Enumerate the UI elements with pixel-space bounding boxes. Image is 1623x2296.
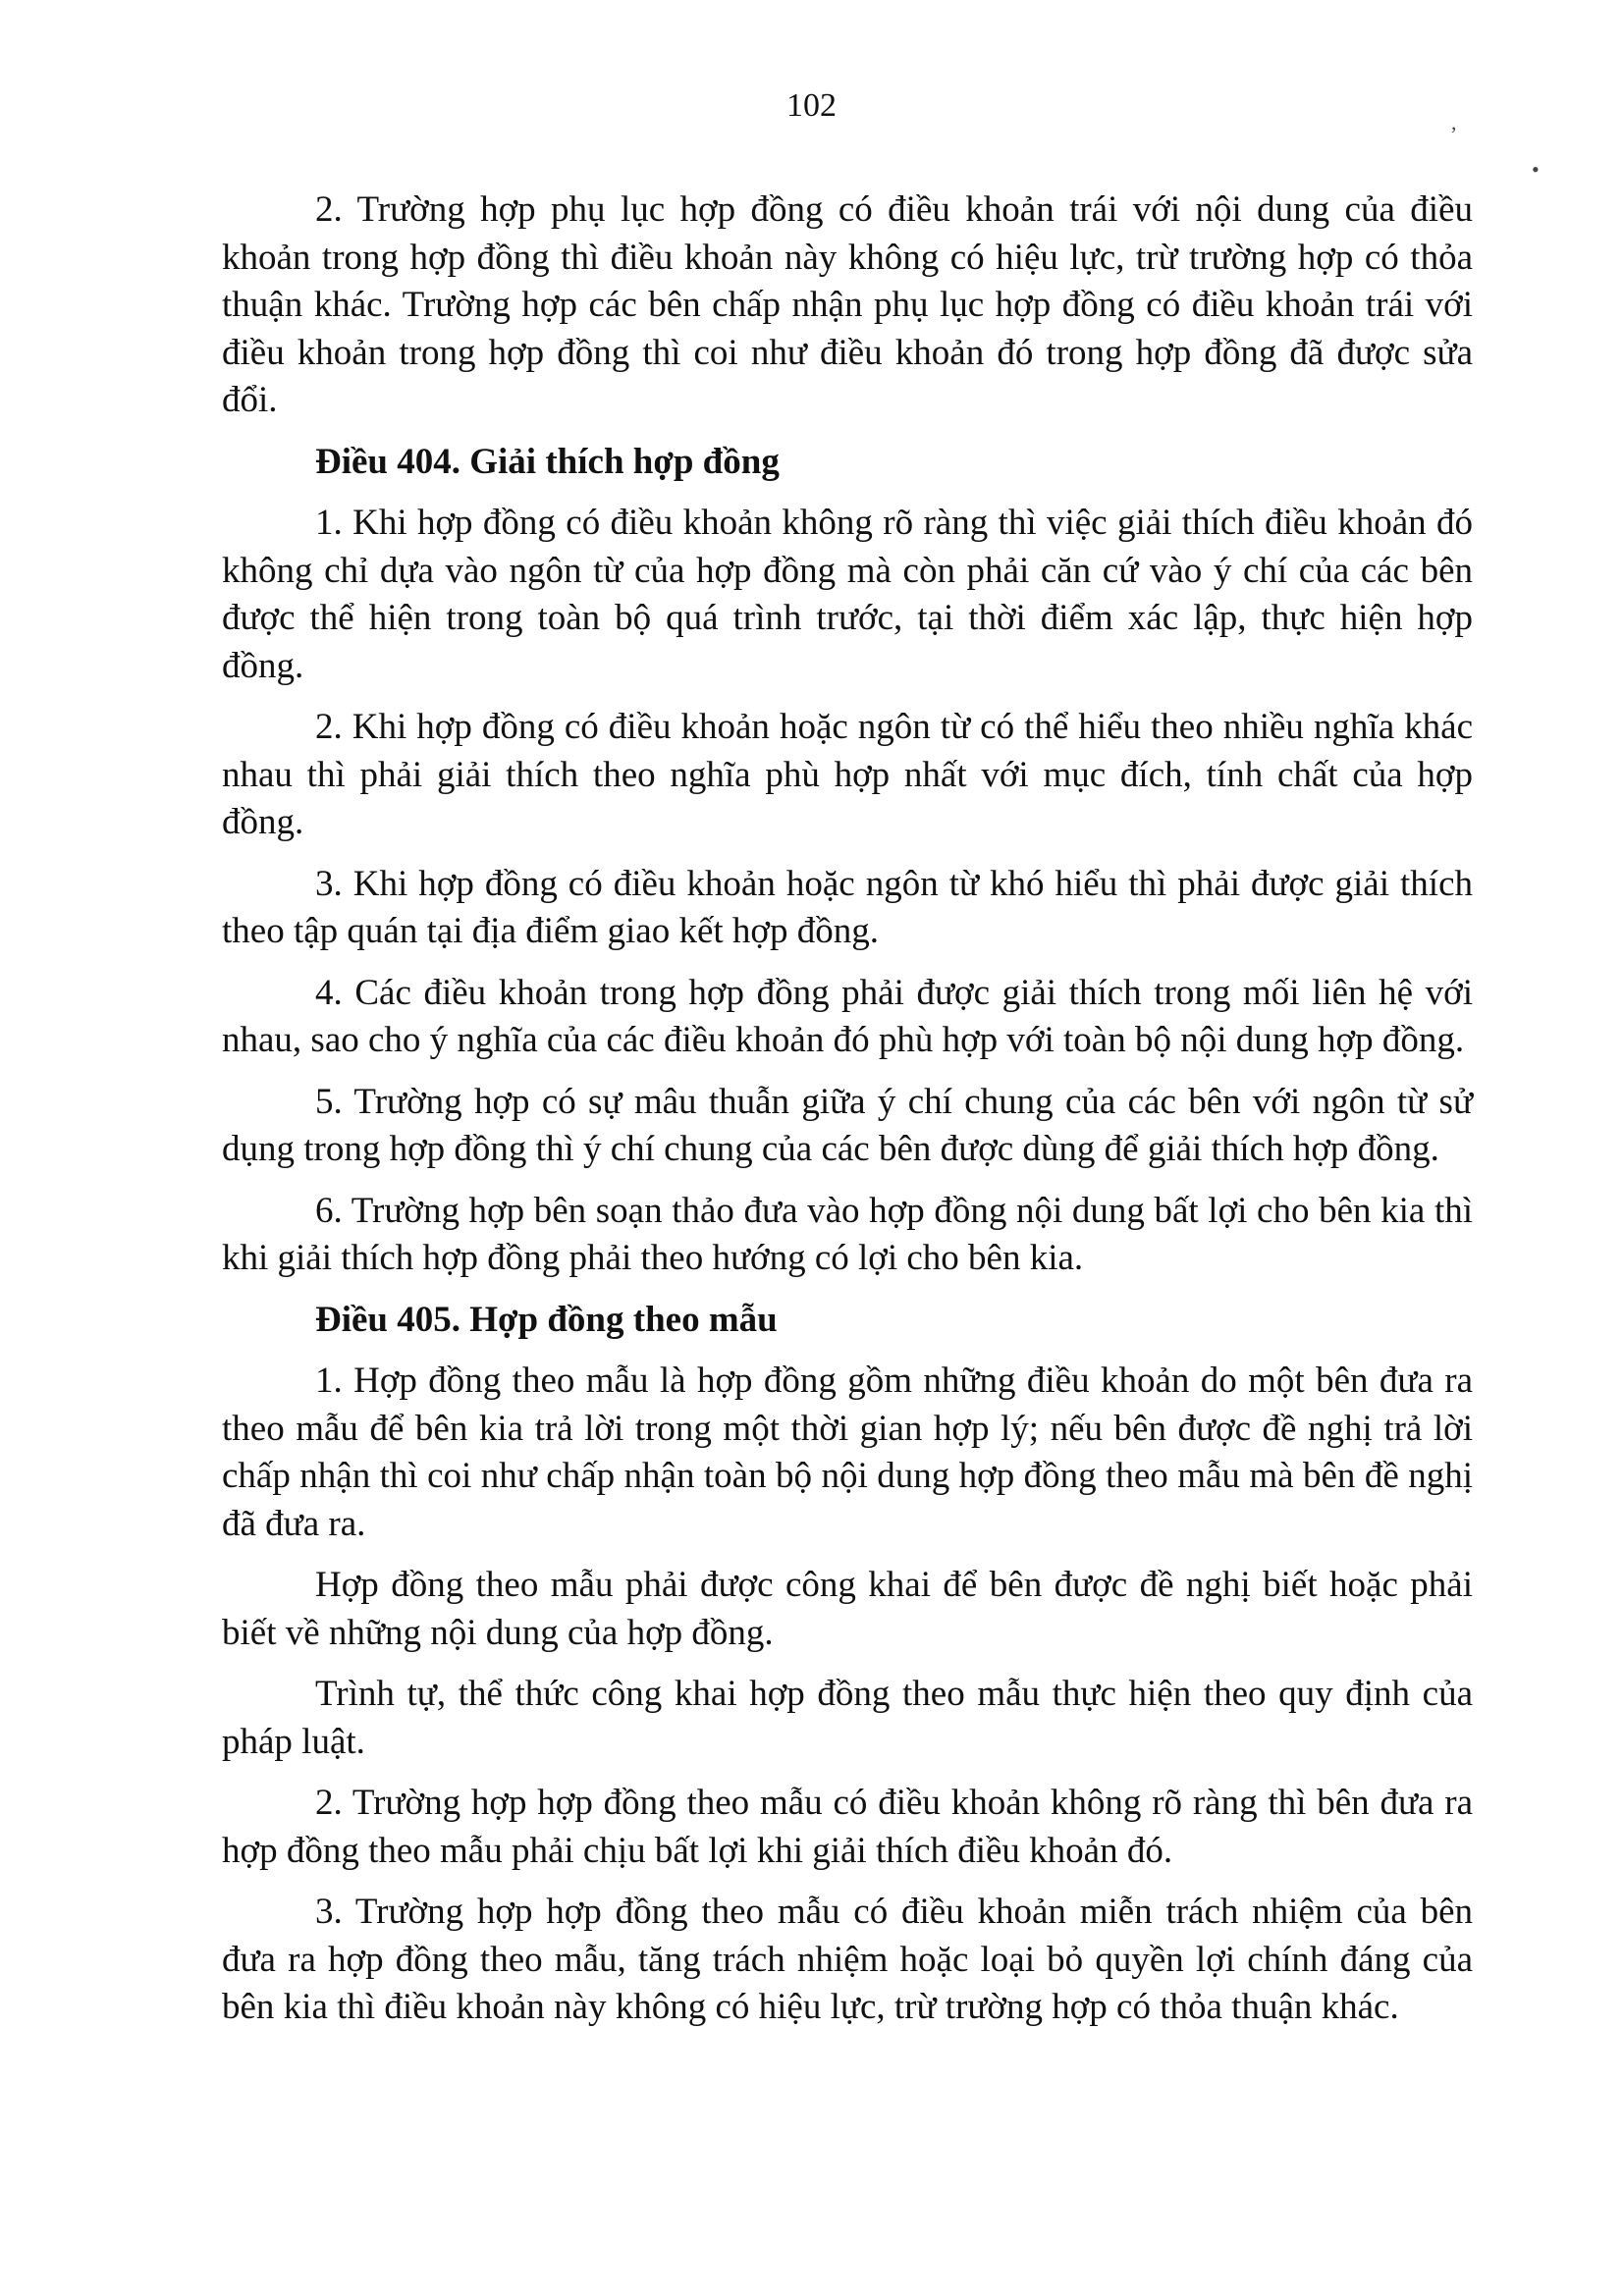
paragraph-404-1: 1. Khi hợp đồng có điều khoản không rõ ràng thì việc giải thích điều khoản đó không chỉ dựa vào ngôn từ của hợp đồng mà còn phải căn cứ vào ý chí của các bên được thể hiện trong toàn bộ quá trình trước, tại thời điểm xác lập, thực hiện hợp đồng. (222, 503, 1473, 686)
paragraph-405-3: 3. Trường hợp hợp đồng theo mẫu có điều khoản miễn trách nhiệm của bên đưa ra hợp đồng theo mẫu, tăng trách nhiệm hoặc loại bỏ quyền lợi chính đáng của bên kia thì điều khoản này không có hiệu lực, trừ trường hợp có thỏa thuận khác. (222, 1892, 1473, 2027)
paragraph-405-1-procedure: Trình tự, thể thức công khai hợp đồng theo mẫu thực hiện theo quy định của pháp luật. (222, 1674, 1473, 1762)
heading-dieu-404: Điều 404. Giải thích hợp đồng (315, 441, 780, 482)
paragraph-404-3: 3. Khi hợp đồng có điều khoản hoặc ngôn từ khó hiểu thì phải được giải thích theo tập quán tại địa điểm giao kết hợp đồng. (222, 863, 1473, 951)
scan-speck: • (1532, 157, 1540, 182)
scan-speck: , (1451, 110, 1457, 134)
paragraph-405-1-public: Hợp đồng theo mẫu phải được công khai để bên được đề nghị biết hoặc phải biết về những nội dung của hợp đồng. (222, 1565, 1473, 1653)
paragraph-404-2: 2. Khi hợp đồng có điều khoản hoặc ngôn từ có thể hiểu theo nhiều nghĩa khác nhau thì phải giải thích theo nghĩa phù hợp nhất với mục đích, tính chất của hợp đồng. (222, 707, 1473, 842)
heading-dieu-405: Điều 405. Hợp đồng theo mẫu (315, 1299, 778, 1340)
page-body (222, 187, 1473, 2046)
paragraph-405-1: 1. Hợp đồng theo mẫu là hợp đồng gồm những điều khoản do một bên đưa ra theo mẫu để bên kia trả lời trong một thời gian hợp lý; nếu bên được đề nghị trả lời chấp nhận thì coi như chấp nhận toàn bộ nội dung hợp đồng theo mẫu mà bên đề nghị đã đưa ra. (222, 1361, 1473, 1544)
paragraph-404-6: 6. Trường hợp bên soạn thảo đưa vào hợp đồng nội dung bất lợi cho bên kia thì khi giải thích hợp đồng phải theo hướng có lợi cho bên kia. (222, 1190, 1473, 1278)
paragraph-404-4: 4. Các điều khoản trong hợp đồng phải được giải thích trong mối liên hệ với nhau, sao cho ý nghĩa của các điều khoản đó phù hợp với toàn bộ nội dung hợp đồng. (222, 972, 1473, 1060)
paragraph-404-5: 5. Trường hợp có sự mâu thuẫn giữa ý chí chung của các bên với ngôn từ sử dụng trong hợp đồng thì ý chí chung của các bên được dùng để giải thích hợp đồng. (222, 1081, 1473, 1169)
paragraph-405-2: 2. Trường hợp hợp đồng theo mẫu có điều khoản không rõ ràng thì bên đưa ra hợp đồng theo mẫu phải chịu bất lợi khi giải thích điều khoản đó. (222, 1783, 1473, 1871)
paragraph-phu-luc-2: 2. Trường hợp phụ lục hợp đồng có điều khoản trái với nội dung của điều khoản trong hợp đồng thì điều khoản này không có hiệu lực, trừ trường hợp có thỏa thuận khác. Trường hợp các bên chấp nhận phụ lục hợp đồng có điều khoản trái với điều khoản trong hợp đồng thì coi như điều khoản đó trong hợp đồng đã được sửa đổi. (222, 189, 1473, 420)
page-number: 102 (786, 87, 837, 124)
